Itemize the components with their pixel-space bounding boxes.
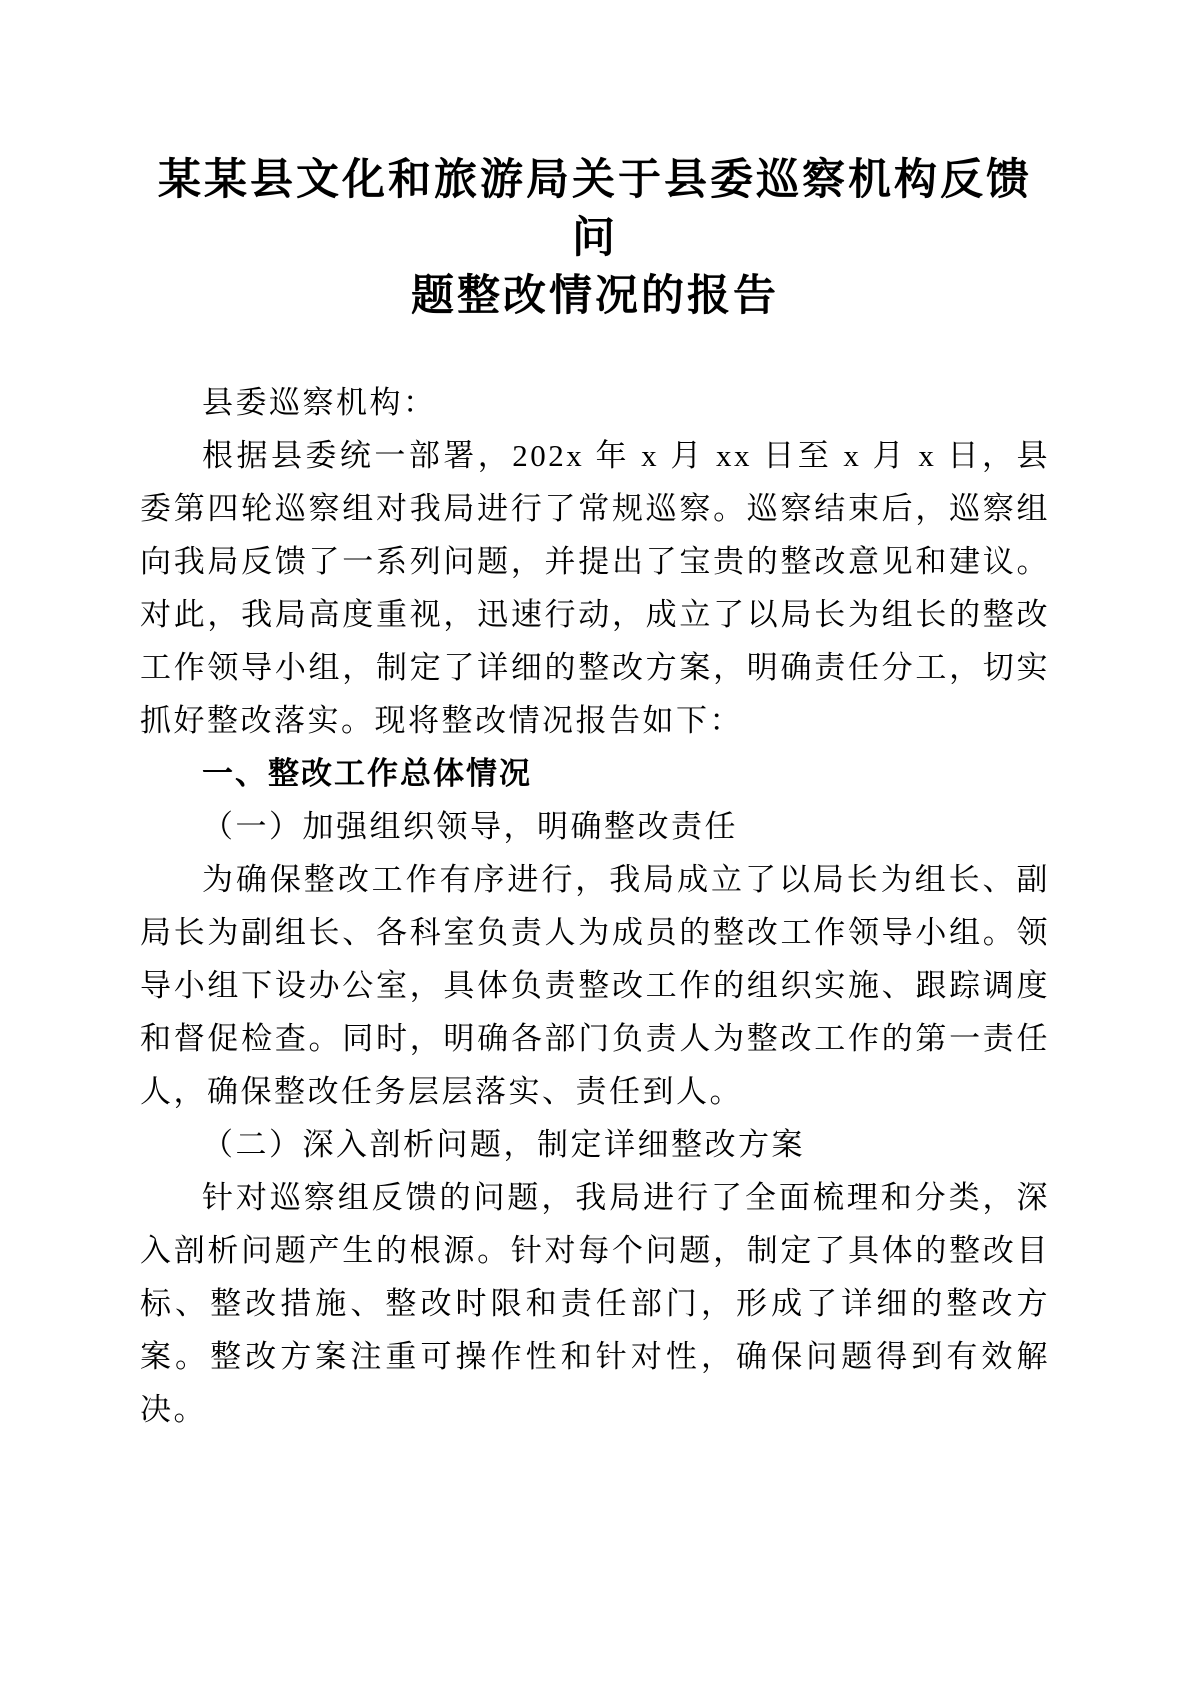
section-heading-1: 一、整改工作总体情况 [202, 756, 532, 791]
salutation: 县委巡察机构： [202, 385, 437, 420]
document-title [140, 152, 1050, 326]
subsection-heading-1-2: （二）深入剖析问题，制定详细整改方案 [202, 1127, 805, 1162]
paragraph-1-2: 针对巡察组反馈的问题，我局进行了全面梳理和分类，深入剖析问题产生的根源。针对每个问题，制定了具体的整改目标、整改措施、整改时限和责任部门，形成了详细的整改方案。整改方案注重可操作性和针对性，确保问题得到有效解决。 [140, 1180, 1050, 1427]
document-title-line-1: 某某县文化和旅游局关于县委巡察机构反馈问 [158, 157, 1032, 262]
intro-paragraph: 根据县委统一部署，202x 年 x 月 xx 日至 x 月 x 日，县委第四轮巡察组对我局进行了常规巡察。巡察结束后，巡察组向我局反馈了一系列问题，并提出了宝贵的整改意见和建议。对此，我局高度重视，迅速行动，成立了以局长为组长的整改工作领导小组，制定了详细的整改方案，明确责任分工，切实抓好整改落实。现将整改情况报告如下： [140, 438, 1050, 738]
subsection-heading-1-1: （一）加强组织领导，明确整改责任 [202, 809, 738, 844]
paragraph-1-1: 为确保整改工作有序进行，我局成立了以局长为组长、副局长为副组长、各科室负责人为成员的整改工作领导小组。领导小组下设办公室，具体负责整改工作的组织实施、跟踪调度和督促检查。同时，明确各部门负责人为整改工作的第一责任人，确保整改任务层层落实、责任到人。 [140, 862, 1050, 1109]
document-title-line-2: 题整改情况的报告 [411, 273, 779, 320]
